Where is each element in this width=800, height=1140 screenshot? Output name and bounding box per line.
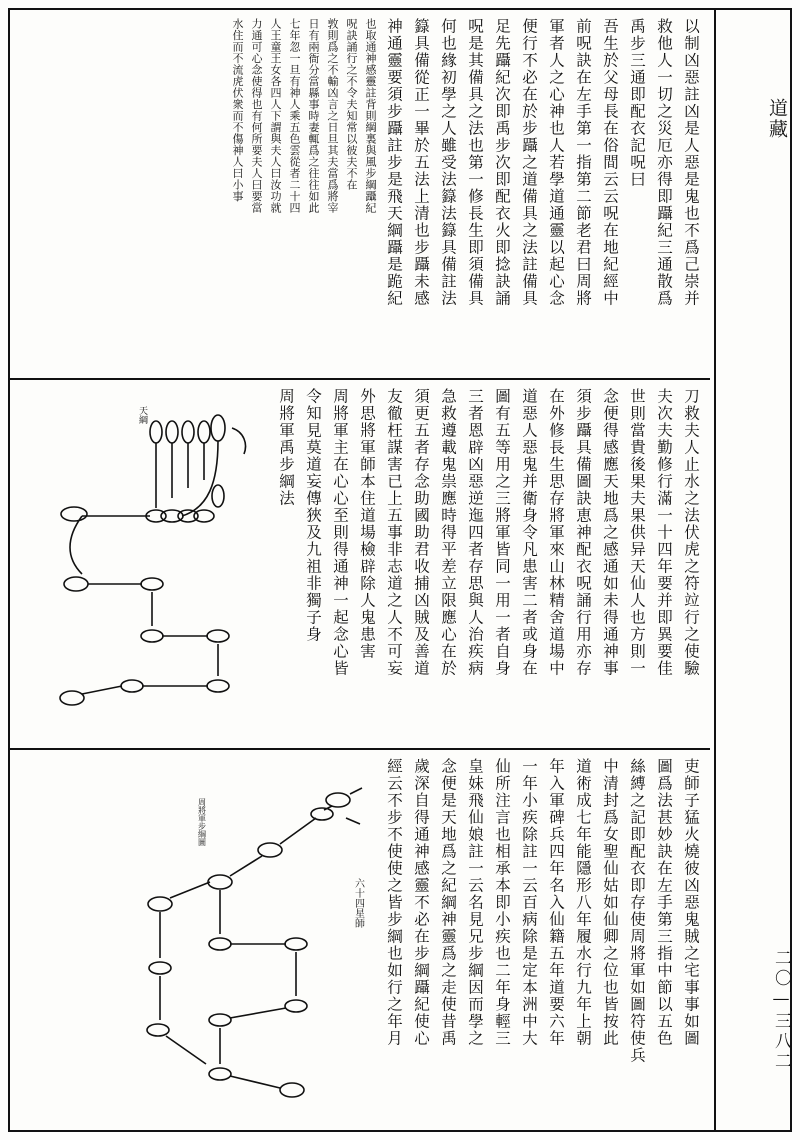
svg-text:周將軍步綱圖: 周將軍步綱圖 <box>197 798 207 846</box>
text-column: 軍者人之心神也人若學道通靈以起心念 <box>547 18 565 307</box>
pacing-diagram-band2 <box>22 388 272 742</box>
text-band-3 <box>10 750 710 1132</box>
text-column: 中清封爲女聖仙姑如仙卿之位也皆按此 <box>601 758 619 1047</box>
text-column: 皇妹飛仙娘註一云名見兄步綱因而學之 <box>466 758 484 1047</box>
text-column: 道術成七年能隱形八年履水行九年上朝 <box>574 758 592 1047</box>
book-title-text: 道藏 <box>766 98 788 140</box>
text-column-heading: 周將軍禹步綱法 <box>277 388 295 507</box>
margin-column <box>714 8 792 1132</box>
text-column: 道惡人惡鬼并衛身令凡患害二者或身在 <box>520 388 538 677</box>
band-2-columns <box>10 380 710 748</box>
text-column: 歲深自得通神感靈不必在步綱躡紀使心 <box>412 758 430 1047</box>
text-column: 友徹枉謀害已上五事非志道之人不可妄 <box>385 388 403 677</box>
text-column: 圖爲法甚妙訣在左手第三指中節以五色 <box>655 758 673 1047</box>
star-pacing-diagram-svg <box>110 758 380 1124</box>
text-column: 刀救夫人止水之法伏虎之符竝行之使驗 <box>682 388 700 677</box>
text-column: 絲縛之記即配衣即存使周將軍如圖符使兵 <box>628 758 646 1064</box>
text-column: 須步躡具備圖訣恵神配衣呪誦行用亦存 <box>574 388 592 677</box>
text-column-annotation: 敦則爲之不輸凶言之日旦其夫當爲將宰 <box>326 18 339 214</box>
text-column: 吾生於父母長在俗間云云呪在地紀經中 <box>601 18 619 307</box>
book-title <box>716 98 794 140</box>
text-column: 以制凶惡註凶是人惡是鬼也不爲己崇并 <box>682 18 700 307</box>
text-column: 外思將軍師本住道場檢辟除人鬼患害 <box>358 388 376 660</box>
text-column: 念便是天地爲之紀綱神靈爲之走使昔禹 <box>439 758 457 1047</box>
text-column: 禹步三通即配衣記呪曰 <box>628 18 646 188</box>
text-column: 籙具備從正一畢於五法上清也步躡未感 <box>412 18 430 307</box>
text-column: 圖有五等用之三將軍皆同一用一者自身 <box>493 388 511 677</box>
text-band-2 <box>10 378 710 750</box>
text-column: 經云不步不使使之皆步綱也如行之年月 <box>385 758 403 1047</box>
text-column: 須更五者存念助國助君收捕凶賊及善道 <box>412 388 430 677</box>
text-column: 何也緣初學之人雖受法籙法籙具備註法 <box>439 18 457 307</box>
text-column: 在外修長生思存將軍來山林精舍道場中 <box>547 388 565 677</box>
text-column-annotation: 日有兩衙分當縣事時妻輒爲之往往如此 <box>307 18 320 214</box>
text-column: 世則當貴後果夫果供异天仙人也方則一 <box>628 388 646 677</box>
band-1-columns <box>10 10 710 378</box>
svg-text:天綱: 天綱 <box>137 406 147 424</box>
text-column: 呪是其備具之法也第一修長生即須備具 <box>466 18 484 307</box>
text-column: 一年小疾除註一云百病除是定本洲中大 <box>520 758 538 1047</box>
text-column: 足先躡紀次即禹步次即配衣火即捻訣誦 <box>493 18 511 307</box>
text-column: 吏師子猛火燒彼凶惡鬼賊之宅事事如圖 <box>682 758 700 1047</box>
text-column: 念便得感應天地爲之感通如未得通神事 <box>601 388 619 677</box>
text-column: 三者恩辟凶惡逆迤四者存思與人治疾病 <box>466 388 484 677</box>
text-column: 年入軍碑兵四年名入仙籍五年道要六年 <box>547 758 565 1047</box>
pacing-diagram-svg <box>22 388 272 744</box>
figure-note-star-count: 六十四星師 <box>352 878 364 928</box>
band-3-columns <box>10 750 710 1132</box>
text-column-annotation: 呪訣誦行之不令夫知常以彼夫不在 <box>345 18 358 191</box>
text-column-annotation: 也取通神感靈註背則綱裏與風步綱躡紀 <box>364 18 377 214</box>
text-column: 便行不必在於步躡之道備具之法註備具 <box>520 18 538 307</box>
text-column: 救他人一切之災厄亦得即躡紀三通散爲 <box>655 18 673 307</box>
text-column-annotation: 人王童王女各四人下謂與夫人曰汝功就 <box>269 18 282 214</box>
text-column-annotation: 力通可心念使得也有何所要夫人曰要當 <box>250 18 263 214</box>
text-column: 仙所注言也相承本即小疾也二年身輕三 <box>493 758 511 1047</box>
text-column: 令知見莫道妄傳狹及九祖非獨子身 <box>304 388 322 643</box>
text-column: 急救遵載鬼祟應時得平差立限應心在於 <box>439 388 457 677</box>
text-column: 前呪訣在左手第一指第二節老君曰周將 <box>574 18 592 307</box>
text-column: 周將軍主在心心至則得通神一起念心皆 <box>331 388 349 677</box>
text-band-1 <box>10 10 710 378</box>
page-number: 二〇—三八二 <box>771 949 791 1072</box>
text-column: 夫次夫勤修行滿一十四年要并即異要佳 <box>655 388 673 677</box>
star-pacing-diagram-band3 <box>110 758 380 1126</box>
text-column: 神通靈要須步躡註步是飛天綱躡是跪紀 <box>385 18 403 307</box>
text-column-annotation: 水住而不流虎伏衆而不傷神人曰小事 <box>231 18 244 202</box>
text-column-annotation: 七年忽一旦有神人乘五色雲從者二十四 <box>288 18 301 214</box>
